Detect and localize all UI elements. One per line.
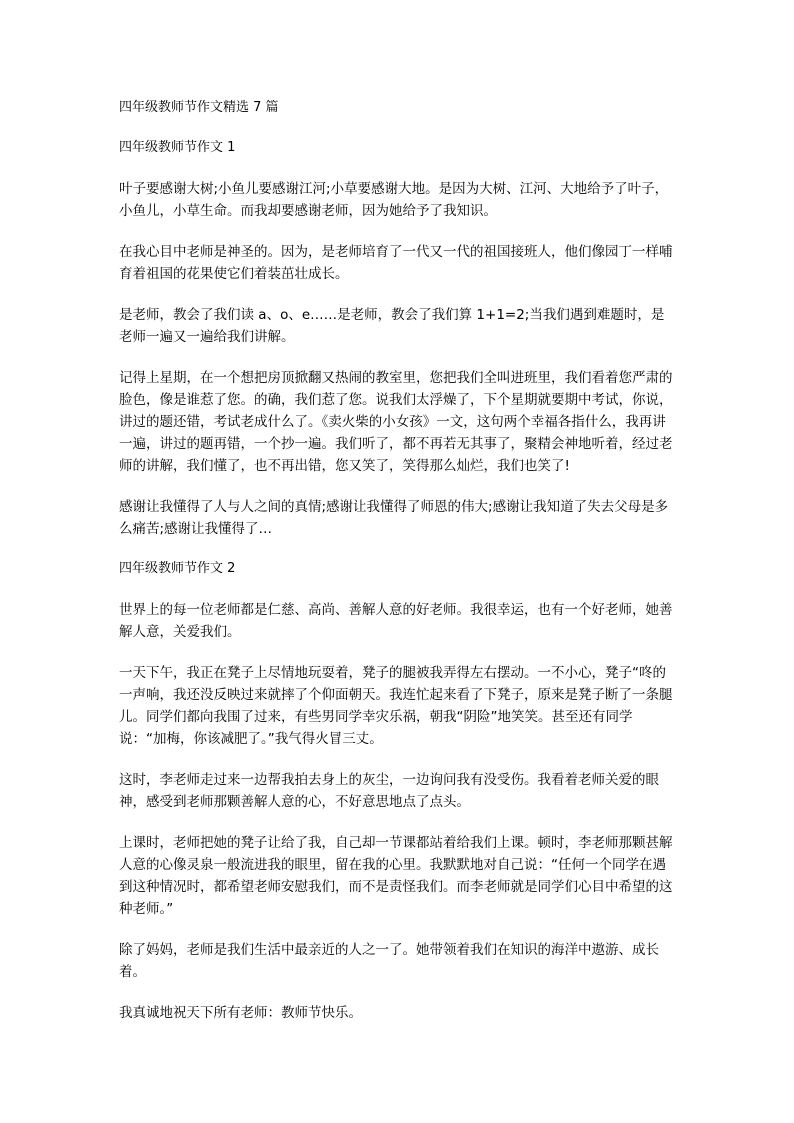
essay-2-paragraph: 除了妈妈，老师是我们生活中最亲近的人之一了。她带领着我们在知识的海洋中遨游、成长着。 (119, 942, 659, 980)
essay-1-paragraph: 在我心目中老师是神圣的。因为，是老师培育了一代又一代的祖国接班人，他们像园丁一样哺育着祖国的花果使它们着装茁壮成长。 (119, 244, 673, 282)
essay-2-heading: 四年级教师节作文 2 (119, 561, 236, 576)
essay-1-heading: 四年级教师节作文 1 (119, 140, 236, 155)
essay-2-paragraph: 我真诚地祝天下所有老师：教师节快乐。 (119, 1005, 362, 1021)
essay-1-paragraph: 叶子要感谢大树;小鱼儿要感谢江河;小草要感谢大地。是因为大树、江河、大地给予了叶子，小鱼儿，小草生命。而我却要感谢老师，因为她给予了我知识。 (119, 181, 669, 219)
essay-2-paragraph: 这时，李老师走过来一边帮我拍去身上的灰尘，一边询问我有没受伤。我看着老师关爱的眼神，感受到老师那颗善解人意的心，不好意思地点了点头。 (119, 772, 659, 810)
essay-1-paragraph: 记得上星期，在一个想把房顶掀翻又热闹的教室里，您把我们全叫进班里，我们看着您严肃的脸色，像是谁惹了您。的确，我们惹了您。说我们太浮燥了，下个星期就要期中考试，你说，讲过的题还错，考试老成什么了。《卖火柴的小女孩》一文，这句两个幸福各指什么，我再讲一遍，讲过的题再错，一个抄一遍。我们听了，都不再若无其事了，聚精会神地听着，经过老师的讲解，我们懂了，也不再出错，您又笑了，笑得那么灿烂，我们也笑了! (119, 370, 673, 474)
document-page (119, 98, 677, 1043)
essay-2-paragraph: 上课时，老师把她的凳子让给了我，自己却一节课都站着给我们上课。顿时，李老师那颗甚解人意的心像灵泉一般流进我的眼里，留在我的心里。我默默地对自己说：“任何一个同学在遇到这种情况时，都希望老师安慰我们，而不是责怪我们。而李老师就是同学们心目中希望的这种老师。” (119, 835, 673, 917)
essay-2-paragraph: 世界上的每一位老师都是仁慈、高尚、善解人意的好老师。我很幸运，也有一个好老师，她善解人意，关爱我们。 (119, 602, 673, 640)
essay-1-paragraph: 是老师，教会了我们读 a、o、e……是老师，教会了我们算 1+1=2;当我们遇到难题时，是老师一遍又一遍给我们讲解。 (119, 307, 665, 345)
essay-2-paragraph: 一天下午，我正在凳子上尽情地玩耍着，凳子的腿被我弄得左右摆动。一不小心，凳子“咚的一声响，我还没反映过来就摔了个仰面朝天。我连忙起来看了下凳子，原来是凳子断了一条腿儿。同学们都向我围了过来，有些男同学幸灾乐祸，朝我“阴险”地笑笑。甚至还有同学说：“加梅，你该减肥了。”我气得火冒三丈。 (119, 665, 673, 747)
essay-1-paragraph: 感谢让我懂得了人与人之间的真情;感谢让我懂得了师恩的伟大;感谢让我知道了失去父母是多么痛苦;感谢让我懂得了… (119, 499, 669, 537)
document-title: 四年级教师节作文精选 7 篇 (119, 100, 279, 115)
